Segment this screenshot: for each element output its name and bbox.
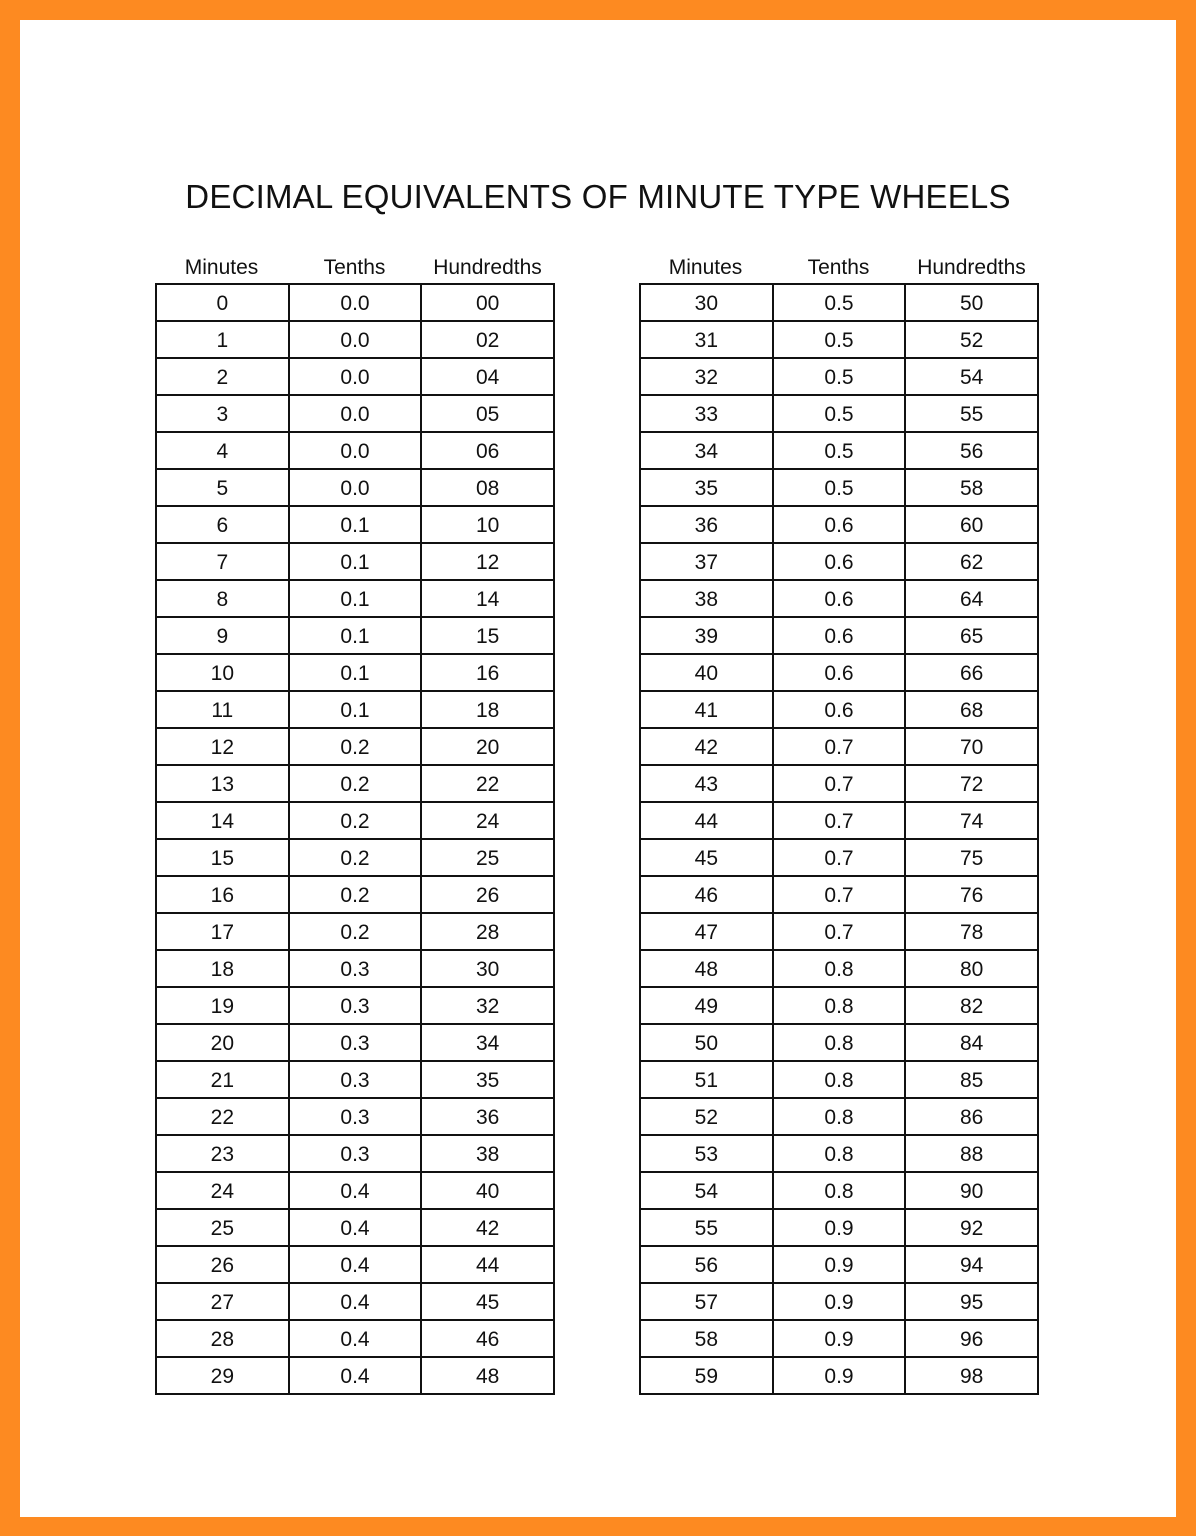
hundredths-cell: 70 [906, 729, 1039, 764]
table-row [641, 692, 1039, 729]
tenths-cell: 0.8 [774, 1099, 907, 1134]
minutes-cell: 52 [641, 1099, 774, 1134]
table-row [641, 1358, 1039, 1395]
hundredths-cell: 76 [906, 877, 1039, 912]
tenths-cell: 0.2 [290, 766, 423, 801]
table-row [641, 1062, 1039, 1099]
minutes-cell: 11 [157, 692, 290, 727]
tenths-cell: 0.3 [290, 1062, 423, 1097]
hundredths-cell: 74 [906, 803, 1039, 838]
minutes-cell: 13 [157, 766, 290, 801]
table-row [157, 951, 555, 988]
minutes-cell: 45 [641, 840, 774, 875]
hundredths-cell: 04 [422, 359, 555, 394]
minutes-cell: 41 [641, 692, 774, 727]
minutes-cell: 29 [157, 1358, 290, 1393]
table-row [641, 655, 1039, 692]
tenths-cell: 0.6 [774, 581, 907, 616]
tenths-cell: 0.0 [290, 396, 423, 431]
column-header-minutes: Minutes [668, 256, 743, 279]
hundredths-cell: 98 [906, 1358, 1039, 1393]
tenths-cell: 0.3 [290, 1099, 423, 1134]
minutes-cell: 53 [641, 1136, 774, 1171]
tenths-cell: 0.5 [774, 470, 907, 505]
document-page [20, 20, 1176, 1517]
table-row [157, 470, 555, 507]
table-row [157, 618, 555, 655]
table-row [641, 1247, 1039, 1284]
hundredths-cell: 65 [906, 618, 1039, 653]
minutes-cell: 56 [641, 1247, 774, 1282]
hundredths-cell: 12 [422, 544, 555, 579]
hundredths-cell: 94 [906, 1247, 1039, 1282]
minutes-cell: 2 [157, 359, 290, 394]
minutes-cell: 4 [157, 433, 290, 468]
hundredths-cell: 62 [906, 544, 1039, 579]
tenths-cell: 0.8 [774, 1025, 907, 1060]
hundredths-cell: 68 [906, 692, 1039, 727]
hundredths-cell: 58 [906, 470, 1039, 505]
minutes-cell: 21 [157, 1062, 290, 1097]
minutes-cell: 55 [641, 1210, 774, 1245]
hundredths-cell: 86 [906, 1099, 1039, 1134]
tenths-cell: 0.1 [290, 618, 423, 653]
table-row [641, 1099, 1039, 1136]
hundredths-cell: 82 [906, 988, 1039, 1023]
tenths-cell: 0.6 [774, 507, 907, 542]
tenths-cell: 0.8 [774, 1136, 907, 1171]
minutes-cell: 10 [157, 655, 290, 690]
hundredths-cell: 26 [422, 877, 555, 912]
hundredths-cell: 48 [422, 1358, 555, 1393]
table-row [641, 581, 1039, 618]
hundredths-cell: 46 [422, 1321, 555, 1356]
hundredths-cell: 75 [906, 840, 1039, 875]
minutes-cell: 37 [641, 544, 774, 579]
table-row [157, 692, 555, 729]
minutes-cell: 16 [157, 877, 290, 912]
tenths-cell: 0.8 [774, 1062, 907, 1097]
hundredths-cell: 08 [422, 470, 555, 505]
hundredths-cell: 84 [906, 1025, 1039, 1060]
table-row [157, 359, 555, 396]
tenths-cell: 0.7 [774, 840, 907, 875]
minutes-cell: 3 [157, 396, 290, 431]
minutes-cell: 39 [641, 618, 774, 653]
tenths-cell: 0.8 [774, 988, 907, 1023]
tenths-cell: 0.2 [290, 840, 423, 875]
minutes-cell: 28 [157, 1321, 290, 1356]
minutes-cell: 18 [157, 951, 290, 986]
hundredths-cell: 54 [906, 359, 1039, 394]
table-row [641, 1210, 1039, 1247]
minutes-cell: 12 [157, 729, 290, 764]
table-row [641, 766, 1039, 803]
hundredths-cell: 40 [422, 1173, 555, 1208]
hundredths-cell: 72 [906, 766, 1039, 801]
tenths-cell: 0.7 [774, 729, 907, 764]
hundredths-cell: 14 [422, 581, 555, 616]
hundredths-cell: 28 [422, 914, 555, 949]
column-header-hundredths: Hundredths [433, 256, 542, 279]
tenths-cell: 0.0 [290, 433, 423, 468]
hundredths-cell: 66 [906, 655, 1039, 690]
tenths-cell: 0.5 [774, 433, 907, 468]
hundredths-cell: 45 [422, 1284, 555, 1319]
table-row [157, 581, 555, 618]
tenths-cell: 0.6 [774, 544, 907, 579]
table-row [157, 507, 555, 544]
left-table-grid [155, 283, 555, 1395]
table-row [157, 396, 555, 433]
minutes-cell: 46 [641, 877, 774, 912]
tenths-cell: 0.9 [774, 1358, 907, 1393]
hundredths-cell: 34 [422, 1025, 555, 1060]
minutes-cell: 17 [157, 914, 290, 949]
left-table [155, 242, 555, 1395]
hundredths-cell: 90 [906, 1173, 1039, 1208]
hundredths-cell: 25 [422, 840, 555, 875]
minutes-cell: 22 [157, 1099, 290, 1134]
table-row [157, 914, 555, 951]
minutes-cell: 14 [157, 803, 290, 838]
tenths-cell: 0.3 [290, 988, 423, 1023]
minutes-cell: 1 [157, 322, 290, 357]
minutes-cell: 23 [157, 1136, 290, 1171]
table-row [641, 618, 1039, 655]
hundredths-cell: 10 [422, 507, 555, 542]
table-row [157, 766, 555, 803]
column-header-minutes: Minutes [184, 256, 259, 279]
hundredths-cell: 92 [906, 1210, 1039, 1245]
tenths-cell: 0.3 [290, 1025, 423, 1060]
minutes-cell: 57 [641, 1284, 774, 1319]
hundredths-cell: 50 [906, 285, 1039, 320]
hundredths-cell: 22 [422, 766, 555, 801]
hundredths-cell: 78 [906, 914, 1039, 949]
tenths-cell: 0.0 [290, 285, 423, 320]
minutes-cell: 31 [641, 322, 774, 357]
hundredths-cell: 35 [422, 1062, 555, 1097]
table-row [641, 470, 1039, 507]
minutes-cell: 59 [641, 1358, 774, 1393]
table-row [641, 1025, 1039, 1062]
hundredths-cell: 24 [422, 803, 555, 838]
hundredths-cell: 32 [422, 988, 555, 1023]
table-row [157, 1358, 555, 1395]
minutes-cell: 38 [641, 581, 774, 616]
minutes-cell: 32 [641, 359, 774, 394]
table-row [641, 1136, 1039, 1173]
table-row [157, 840, 555, 877]
right-table-grid [639, 283, 1039, 1395]
minutes-cell: 9 [157, 618, 290, 653]
tenths-cell: 0.4 [290, 1247, 423, 1282]
table-row [641, 1321, 1039, 1358]
tenths-cell: 0.9 [774, 1247, 907, 1282]
tenths-cell: 0.2 [290, 877, 423, 912]
table-row [641, 988, 1039, 1025]
table-row [641, 729, 1039, 766]
hundredths-cell: 30 [422, 951, 555, 986]
hundredths-cell: 15 [422, 618, 555, 653]
table-row [641, 396, 1039, 433]
tenths-cell: 0.4 [290, 1210, 423, 1245]
tenths-cell: 0.1 [290, 507, 423, 542]
table-row [157, 1099, 555, 1136]
table-row [641, 322, 1039, 359]
minutes-cell: 42 [641, 729, 774, 764]
hundredths-cell: 64 [906, 581, 1039, 616]
table-row [641, 1284, 1039, 1321]
minutes-cell: 25 [157, 1210, 290, 1245]
page-title: DECIMAL EQUIVALENTS OF MINUTE TYPE WHEELS [185, 178, 1011, 215]
table-row [157, 285, 555, 322]
minutes-cell: 54 [641, 1173, 774, 1208]
minutes-cell: 20 [157, 1025, 290, 1060]
tenths-cell: 0.4 [290, 1173, 423, 1208]
minutes-cell: 40 [641, 655, 774, 690]
minutes-cell: 34 [641, 433, 774, 468]
table-row [157, 1025, 555, 1062]
table-row [157, 803, 555, 840]
table-row [641, 877, 1039, 914]
tenths-cell: 0.4 [290, 1358, 423, 1393]
minutes-cell: 15 [157, 840, 290, 875]
table-row [157, 544, 555, 581]
table-row [157, 1210, 555, 1247]
tenths-cell: 0.9 [774, 1284, 907, 1319]
hundredths-cell: 18 [422, 692, 555, 727]
tenths-cell: 0.0 [290, 359, 423, 394]
minutes-cell: 48 [641, 951, 774, 986]
tenths-cell: 0.1 [290, 544, 423, 579]
minutes-cell: 6 [157, 507, 290, 542]
minutes-cell: 44 [641, 803, 774, 838]
table-row [641, 285, 1039, 322]
minutes-cell: 7 [157, 544, 290, 579]
table-row [157, 1284, 555, 1321]
hundredths-cell: 05 [422, 396, 555, 431]
tenths-cell: 0.6 [774, 655, 907, 690]
table-row [157, 729, 555, 766]
hundredths-cell: 95 [906, 1284, 1039, 1319]
tenths-cell: 0.7 [774, 914, 907, 949]
hundredths-cell: 55 [906, 396, 1039, 431]
tenths-cell: 0.2 [290, 914, 423, 949]
table-row [641, 1173, 1039, 1210]
hundredths-cell: 20 [422, 729, 555, 764]
minutes-cell: 33 [641, 396, 774, 431]
tenths-cell: 0.2 [290, 729, 423, 764]
hundredths-cell: 36 [422, 1099, 555, 1134]
tenths-cell: 0.9 [774, 1321, 907, 1356]
minutes-cell: 0 [157, 285, 290, 320]
hundredths-cell: 00 [422, 285, 555, 320]
minutes-cell: 19 [157, 988, 290, 1023]
table-row [641, 359, 1039, 396]
minutes-cell: 58 [641, 1321, 774, 1356]
tenths-cell: 0.8 [774, 1173, 907, 1208]
tenths-cell: 0.4 [290, 1321, 423, 1356]
hundredths-cell: 38 [422, 1136, 555, 1171]
minutes-cell: 49 [641, 988, 774, 1023]
right-table [639, 242, 1039, 1395]
tenths-cell: 0.1 [290, 655, 423, 690]
tenths-cell: 0.6 [774, 618, 907, 653]
tenths-cell: 0.5 [774, 285, 907, 320]
table-row [641, 433, 1039, 470]
hundredths-cell: 60 [906, 507, 1039, 542]
minutes-cell: 8 [157, 581, 290, 616]
tenths-cell: 0.9 [774, 1210, 907, 1245]
tenths-cell: 0.3 [290, 1136, 423, 1171]
table-row [157, 1136, 555, 1173]
minutes-cell: 50 [641, 1025, 774, 1060]
minutes-cell: 35 [641, 470, 774, 505]
tenths-cell: 0.1 [290, 692, 423, 727]
table-row [157, 1321, 555, 1358]
tenths-cell: 0.0 [290, 322, 423, 357]
table-row [641, 803, 1039, 840]
tenths-cell: 0.7 [774, 877, 907, 912]
tenths-cell: 0.3 [290, 951, 423, 986]
minutes-cell: 27 [157, 1284, 290, 1319]
left-table-header [155, 242, 555, 283]
tenths-cell: 0.2 [290, 803, 423, 838]
table-row [157, 655, 555, 692]
table-row [157, 1062, 555, 1099]
hundredths-cell: 06 [422, 433, 555, 468]
table-row [641, 544, 1039, 581]
table-row [157, 988, 555, 1025]
minutes-cell: 26 [157, 1247, 290, 1282]
minutes-cell: 5 [157, 470, 290, 505]
tenths-cell: 0.1 [290, 581, 423, 616]
table-row [157, 1173, 555, 1210]
right-table-header [639, 242, 1039, 283]
hundredths-cell: 52 [906, 322, 1039, 357]
tenths-cell: 0.5 [774, 359, 907, 394]
tenths-cell: 0.4 [290, 1284, 423, 1319]
table-row [157, 433, 555, 470]
hundredths-cell: 80 [906, 951, 1039, 986]
minutes-cell: 47 [641, 914, 774, 949]
tenths-cell: 0.5 [774, 396, 907, 431]
column-header-hundredths: Hundredths [917, 256, 1026, 279]
tenths-cell: 0.8 [774, 951, 907, 986]
tenths-cell: 0.7 [774, 803, 907, 838]
table-row [641, 507, 1039, 544]
column-header-tenths: Tenths [807, 256, 870, 279]
tenths-cell: 0.7 [774, 766, 907, 801]
column-header-tenths: Tenths [323, 256, 386, 279]
hundredths-cell: 85 [906, 1062, 1039, 1097]
hundredths-cell: 42 [422, 1210, 555, 1245]
table-row [641, 840, 1039, 877]
tenths-cell: 0.0 [290, 470, 423, 505]
table-row [157, 322, 555, 359]
minutes-cell: 51 [641, 1062, 774, 1097]
table-row [157, 877, 555, 914]
hundredths-cell: 16 [422, 655, 555, 690]
minutes-cell: 43 [641, 766, 774, 801]
minutes-cell: 24 [157, 1173, 290, 1208]
minutes-cell: 30 [641, 285, 774, 320]
hundredths-cell: 44 [422, 1247, 555, 1282]
table-row [641, 951, 1039, 988]
hundredths-cell: 96 [906, 1321, 1039, 1356]
hundredths-cell: 02 [422, 322, 555, 357]
minutes-cell: 36 [641, 507, 774, 542]
table-row [157, 1247, 555, 1284]
hundredths-cell: 56 [906, 433, 1039, 468]
hundredths-cell: 88 [906, 1136, 1039, 1171]
tenths-cell: 0.5 [774, 322, 907, 357]
table-row [641, 914, 1039, 951]
tenths-cell: 0.6 [774, 692, 907, 727]
